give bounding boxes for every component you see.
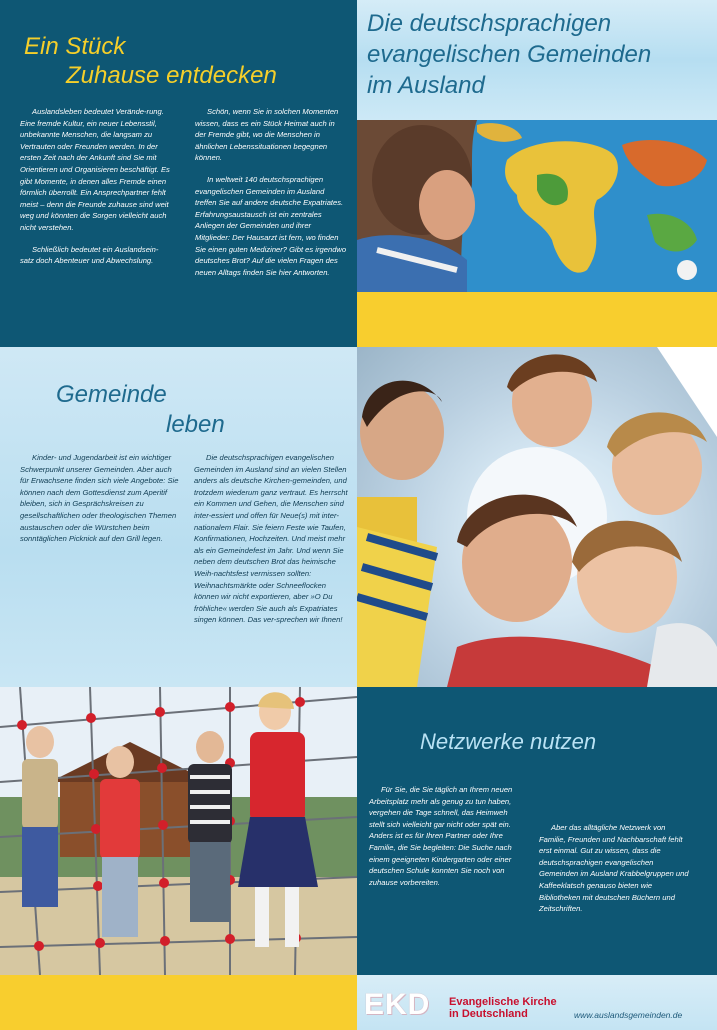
title-line: leben xyxy=(166,411,225,438)
title-line: Die deutschsprachigen xyxy=(367,10,612,37)
organization-name xyxy=(449,996,557,1020)
section-title-netzwerke: Netzwerke nutzen xyxy=(420,729,597,754)
paragraph: Kinder- und Jugendarbeit ist ein wichtiger Schwerpunkt unserer Gemeinden. Aber auch für Erwachsene finden sich viele Angebote: Sie können nach dem Gottesdienst zum Aperitif bleiben, sich in Gesprächskreisen zu gesellschaftlichen oder theologischen Themen austauschen oder die Würstchen beim sonntäglichen Picknick auf den Grill legen. xyxy=(20,453,179,544)
title-line: Zuhause entdecken xyxy=(66,62,277,89)
paragraph: Schließlich bedeutet ein Auslandsein-satz doch Abenteuer und Abwechslung. xyxy=(20,244,159,266)
climbing-net-illustration xyxy=(0,687,357,975)
title-line: Ein Stück xyxy=(24,33,126,60)
footer-yellow-band xyxy=(0,975,357,1030)
paragraph: Die deutschsprachigen evangelischen Gemeinden im Ausland sind an vielen Stellen anders als deutsche Kirchen-gemeinden, und trotzdem wiederum ganz vertraut. Es herrscht ein Kommen und Gehen, die Menschen sind inter-essiert und offen für Neue(s) mit inter-nationalem Flair. Sie feiern Feste wie Taufen, Konfirmationen, Hochzeiten. Und meist mehr als ein Gemeindefest im Jahr. Und wenn Sie neben dem deutschen Brot das heimische Weih-nachtsfest vermissen sollten: Weihnachtsmärkte oder Schneeflocken können wir nicht exportieren, aber »O Du fröhliche« werden Sie auch als Expatriates singen können. Das ver-sprechen wir Ihnen! xyxy=(194,453,348,625)
ekd-logo: EKD xyxy=(364,988,431,1021)
paragraph: In weltweit 140 deutschsprachigen evangelischen Gemeinden im Ausland treffen Sie auf andere deutsche Expatriates. Erfahrungsaustausch ist ein zentrales Anliegen der Gemeinden und ihrer Mitglieder: Der Hausarzt ist fern, wo finden Sie einen guten Mediziner? Gibt es irgendwo deutsches Brot? Auf die vielen Fragen des neuen Alltags finden Sie hier Antworten. xyxy=(195,174,347,277)
paragraph: Auslandsleben bedeutet Verände-rung. Eine fremde Kultur, ein neuer Lebensstil, unbekannte Menschen, die langsam zu Vertrauten oder Freunden werden. In der ersten Zeit nach der Ankunft sind Sie mit Orientieren und Organisieren beschäftigt. Es gibt Momente, in denen alles Fremde einen förmlich überrollt. Ein Ansprechpartner fehlt meist – denn die Freunde zuhause sind weit weg und könnten die Sorgen vielleicht auch nicht verstehen. xyxy=(20,107,170,232)
network-column-1 xyxy=(369,784,519,898)
paragraph: Schön, wenn Sie in solchen Momenten wissen, dass es ein Stück Heimat auch in der Fremde gibt, wo die Menschen in ähnlichen Lebenssituationen begegnen können. xyxy=(195,107,339,163)
network-column-2 xyxy=(539,822,689,925)
intro-column-2 xyxy=(195,106,347,288)
kids-circle-photo xyxy=(357,347,717,687)
globe-photo xyxy=(357,120,717,292)
website-link[interactable]: www.auslandsgemeinden.de xyxy=(574,1010,683,1020)
paragraph: Aber das alltägliche Netzwerk von Familie, Freunden und Nachbarschaft fehlt erst einmal. Gut zu wissen, dass die deutschsprachigen evangelischen Gemeinden im Ausland Krabbelgruppen und Kaffeeklatsch genauso bieten wie Bibliotheken mit deutschen Büchern und Zeitschriften. xyxy=(539,823,689,914)
section-title-gemeinde xyxy=(56,380,225,440)
section-title-zuhause xyxy=(24,32,277,90)
title-line: im Ausland xyxy=(367,72,485,99)
title-line: Gemeinde xyxy=(56,381,167,408)
title-line: evangelischen Gemeinden xyxy=(367,41,652,68)
globe-illustration xyxy=(357,120,717,292)
org-line: in Deutschland xyxy=(449,1008,528,1020)
community-column-1 xyxy=(20,452,180,555)
community-column-2 xyxy=(194,452,350,636)
climbing-net-photo xyxy=(0,687,357,975)
paragraph: Für Sie, die Sie täglich an Ihrem neuen Arbeitsplatz mehr als genug zu tun haben, vergehen die Tage schnell, das Heimweh stellt sich vielleicht gar nicht oder spät ein. Anders ist es für Ihren Partner oder Ihre Familie, die Sie begleiten: Die Suche nach einem geeigneten Kindergarten oder einer deutschen Schule konnten Sie noch von zuhause vorbereiten. xyxy=(369,785,513,887)
kids-circle-illustration xyxy=(357,347,717,687)
yellow-band xyxy=(357,292,717,347)
org-line: Evangelische Kirche xyxy=(449,996,557,1008)
brochure-title xyxy=(367,8,651,101)
intro-column-1 xyxy=(20,106,170,277)
